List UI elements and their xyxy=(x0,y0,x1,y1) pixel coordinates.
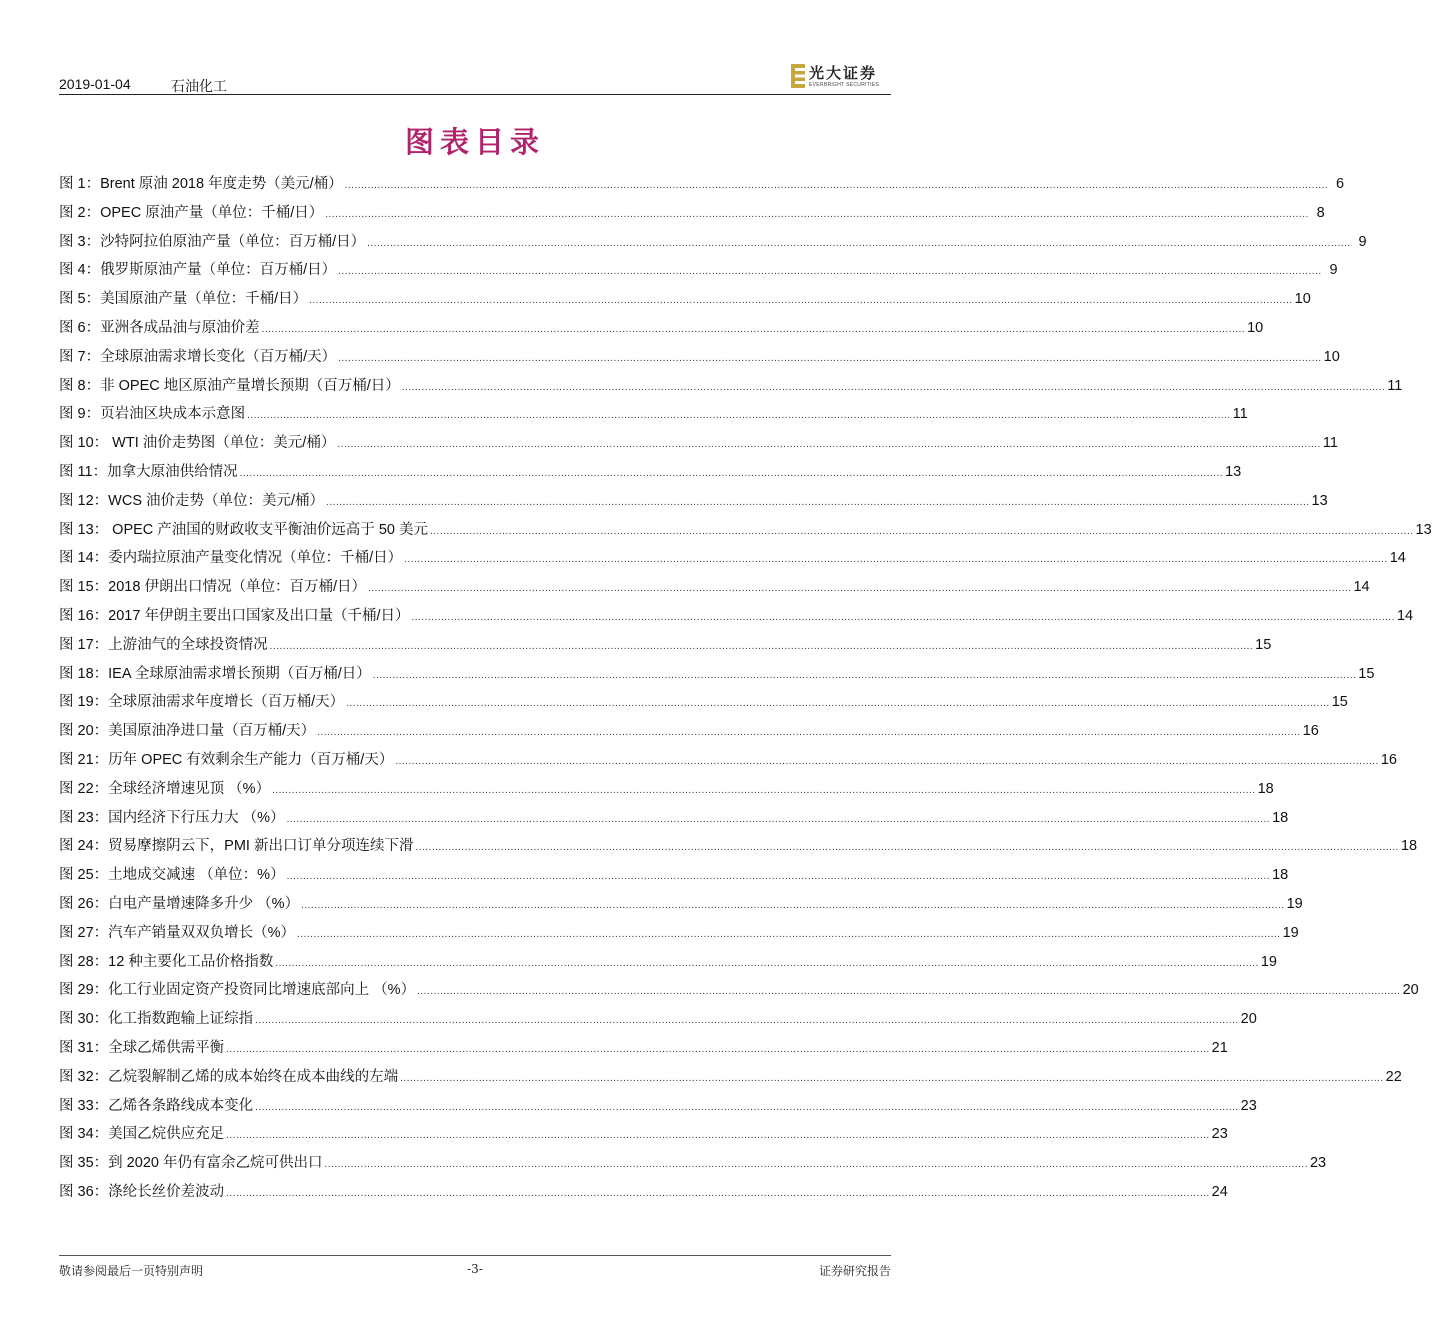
toc-entry-label: 图 36：涤纶长丝价差波动 xyxy=(59,1183,225,1200)
toc-entry-page: 10 xyxy=(1294,291,1311,308)
toc-entry-page: 13 xyxy=(1225,463,1242,480)
toc-entry[interactable] xyxy=(59,1179,1228,1208)
toc-entry-page: 9 xyxy=(1329,262,1338,279)
toc-entry[interactable] xyxy=(59,229,1367,258)
toc-entry-label: 图 13： OPEC 产油国的财政收支平衡油价远高于 50 美元 xyxy=(59,521,428,538)
toc-entry[interactable] xyxy=(59,920,1299,949)
toc-entry-label: 图 32：乙烷裂解制乙烯的成本始终在成本曲线的左端 xyxy=(59,1068,399,1085)
toc-entry-page: 14 xyxy=(1396,607,1414,624)
toc-entry-page: 20 xyxy=(1402,982,1419,999)
toc-entry-label: 图 3：沙特阿拉伯原油产量（单位：百万桶/日） xyxy=(59,233,366,250)
toc-entry-page: 13 xyxy=(1415,521,1432,538)
toc-entry-page: 18 xyxy=(1400,838,1418,855)
toc-entry-label: 图 34：美国乙烷供应充足 xyxy=(59,1126,225,1143)
toc-entry[interactable] xyxy=(59,459,1242,488)
logo-text-cn: 光大证券 xyxy=(809,64,878,82)
toc-entry-page: 15 xyxy=(1255,636,1272,653)
toc-leader-dots: ............................................................................................................................................................................................................................................................................................................ xyxy=(275,957,1259,969)
toc-entry-label: 图 18：IEA 全球原油需求增长预期（百万桶/日） xyxy=(59,665,371,682)
toc-entry[interactable] xyxy=(59,776,1274,805)
toc-entry-label: 图 16：2017 年伊朗主要出口国家及出口量（千桶/日） xyxy=(59,607,410,624)
toc-entry[interactable] xyxy=(59,517,1432,546)
toc-entry-page: 14 xyxy=(1353,579,1370,596)
toc-leader-dots: ............................................................................................................................................................................................................................................................................................................ xyxy=(286,871,1271,883)
toc-leader-dots: ............................................................................................................................................................................................................................................................................................................ xyxy=(344,180,1329,191)
toc-entry[interactable] xyxy=(59,949,1277,978)
toc-leader-dots: ............................................................................................................................................................................................................................................................................................................ xyxy=(417,986,1401,998)
toc-entry-page: 15 xyxy=(1358,665,1375,682)
toc-entry[interactable] xyxy=(59,862,1289,891)
toc-leader-dots: ............................................................................................................................................................................................................................................................................................................ xyxy=(325,208,1309,220)
toc-entry-page: 23 xyxy=(1211,1126,1228,1143)
toc-entry-label: 图 9：页岩油区块成本示意图 xyxy=(59,406,246,423)
toc-leader-dots: ............................................................................................................................................................................................................................................................................................................ xyxy=(367,237,1351,249)
toc-entry[interactable] xyxy=(59,747,1397,776)
toc-entry-label: 图 15：2018 伊朗出口情况（单位：百万桶/日） xyxy=(59,579,366,596)
toc-entry[interactable] xyxy=(59,689,1348,718)
toc-entry[interactable] xyxy=(59,805,1289,834)
toc-entry-label: 图 11：加拿大原油供给情况 xyxy=(59,463,238,480)
toc-leader-dots: ............................................................................................................................................................................................................................................................................................................ xyxy=(326,496,1310,508)
toc-entry-label: 图 27：汽车产销量双双负增长（%） xyxy=(59,924,296,941)
toc-leader-dots: ............................................................................................................................................................................................................................................................................................................ xyxy=(286,813,1271,825)
toc-entry-page: 23 xyxy=(1309,1155,1327,1172)
toc-entry[interactable] xyxy=(59,1150,1327,1179)
toc-leader-dots: ............................................................................................................................................................................................................................................................................................................ xyxy=(404,554,1388,566)
toc-entry-page: 22 xyxy=(1385,1068,1402,1085)
toc-entry-page: 10 xyxy=(1247,319,1264,336)
toc-entry-label: 图 2：OPEC 原油产量（单位：千桶/日） xyxy=(59,204,324,221)
page-number: -3- xyxy=(467,1262,483,1276)
toc-leader-dots: ............................................................................................................................................................................................................................................................................................................ xyxy=(226,1187,1210,1199)
toc-entry-page: 18 xyxy=(1272,867,1289,884)
toc-leader-dots: ............................................................................................................................................................................................................................................................................................................ xyxy=(372,669,1357,681)
toc-entry[interactable] xyxy=(59,545,1406,574)
toc-entry[interactable] xyxy=(59,373,1403,402)
toc-entry-page: 19 xyxy=(1260,953,1277,970)
toc-entry[interactable] xyxy=(59,977,1419,1006)
disclaimer-note: 敬请参阅最后一页特别声明 xyxy=(59,1264,204,1278)
toc-entry-label: 图 8：非 OPEC 地区原油产量增长预期（百万桶/日） xyxy=(59,377,400,394)
toc-entry-page: 18 xyxy=(1257,780,1274,797)
page-title: 图表目录 xyxy=(404,125,545,159)
toc-entry-page: 6 xyxy=(1336,176,1345,192)
toc-entry-page: 16 xyxy=(1380,751,1397,768)
toc-entry[interactable] xyxy=(59,257,1338,286)
toc-entry-page: 23 xyxy=(1240,1097,1257,1114)
toc-entry-label: 图 29：化工行业固定资产投资同比增速底部向上 （%） xyxy=(59,982,416,999)
toc-entry[interactable] xyxy=(59,1121,1228,1150)
toc-entry[interactable] xyxy=(59,603,1414,632)
figure-toc xyxy=(59,171,1432,1208)
toc-entry-page: 21 xyxy=(1211,1039,1228,1056)
toc-entry-page: 16 xyxy=(1302,723,1319,740)
toc-entry-page: 9 xyxy=(1358,233,1367,250)
toc-entry-label: 图 21：历年 OPEC 有效剩余生产能力（百万桶/天） xyxy=(59,751,394,768)
toc-entry[interactable] xyxy=(59,891,1303,920)
toc-entry-page: 8 xyxy=(1316,204,1325,221)
toc-entry[interactable] xyxy=(59,315,1264,344)
toc-leader-dots: ............................................................................................................................................................................................................................................................................................................ xyxy=(317,727,1301,739)
toc-entry[interactable] xyxy=(59,1064,1402,1093)
toc-entry-label: 图 35：到 2020 年仍有富余乙烷可供出口 xyxy=(59,1155,323,1172)
toc-leader-dots: ............................................................................................................................................................................................................................................................................................................ xyxy=(297,928,1281,940)
toc-entry-label: 图 12：WCS 油价走势（单位：美元/桶） xyxy=(59,492,325,509)
report-date: 2019-01-04 xyxy=(59,76,131,92)
toc-entry-page: 24 xyxy=(1211,1183,1228,1200)
toc-entry-label: 图 14：委内瑞拉原油产量变化情况（单位：千桶/日） xyxy=(59,550,403,567)
toc-leader-dots: ............................................................................................................................................................................................................................................................................................................ xyxy=(255,1015,1239,1027)
toc-leader-dots: ............................................................................................................................................................................................................................................................................................................ xyxy=(301,899,1285,911)
toc-entry[interactable] xyxy=(59,171,1345,200)
toc-entry-page: 10 xyxy=(1323,348,1340,365)
toc-leader-dots: ............................................................................................................................................................................................................................................................................................................ xyxy=(367,583,1352,595)
toc-entry-page: 13 xyxy=(1311,492,1328,509)
toc-entry-label: 图 6：亚洲各成品油与原油价差 xyxy=(59,319,260,336)
toc-entry-label: 图 5：美国原油产量（单位：千桶/日） xyxy=(59,291,308,308)
toc-entry-page: 14 xyxy=(1389,550,1406,567)
toc-leader-dots: ............................................................................................................................................................................................................................................................................................................ xyxy=(346,698,1330,710)
toc-leader-dots: ............................................................................................................................................................................................................................................................................................................ xyxy=(261,323,1246,335)
toc-entry[interactable] xyxy=(59,574,1370,603)
toc-entry-page: 19 xyxy=(1286,895,1303,912)
toc-leader-dots: ............................................................................................................................................................................................................................................................................................................ xyxy=(269,640,1254,652)
toc-entry-label: 图 26：白电产量增速降多升少 （%） xyxy=(59,895,300,912)
toc-entry[interactable] xyxy=(59,488,1328,517)
toc-leader-dots: ............................................................................................................................................................................................................................................................................................................ xyxy=(415,842,1399,854)
toc-entry-page: 18 xyxy=(1272,809,1289,826)
footer-divider xyxy=(59,1255,891,1256)
logo-text-en: EVERBRIGHT SECURITIES xyxy=(809,82,880,88)
toc-entry[interactable] xyxy=(59,718,1319,747)
toc-leader-dots: ............................................................................................................................................................................................................................................................................................................ xyxy=(226,1043,1210,1055)
toc-entry[interactable] xyxy=(59,401,1248,430)
toc-entry[interactable] xyxy=(59,200,1325,229)
toc-entry[interactable] xyxy=(59,833,1418,862)
toc-entry-label: 图 31：全球乙烯供需平衡 xyxy=(59,1039,225,1056)
toc-leader-dots: ............................................................................................................................................................................................................................................................................................................ xyxy=(324,1159,1308,1171)
toc-entry-label: 图 22：全球经济增速见顶 （%） xyxy=(59,780,271,797)
toc-leader-dots: ............................................................................................................................................................................................................................................................................................................ xyxy=(401,381,1386,393)
toc-leader-dots: ............................................................................................................................................................................................................................................................................................................ xyxy=(400,1072,1384,1084)
toc-leader-dots: ............................................................................................................................................................................................................................................................................................................ xyxy=(309,295,1293,307)
toc-leader-dots: ............................................................................................................................................................................................................................................................................................................ xyxy=(338,352,1322,364)
page-footer xyxy=(59,1262,891,1280)
toc-leader-dots: ............................................................................................................................................................................................................................................................................................................ xyxy=(247,410,1231,422)
toc-entry[interactable] xyxy=(59,344,1340,373)
toc-entry-page: 11 xyxy=(1322,435,1338,452)
logo-mark-icon xyxy=(791,64,805,88)
toc-leader-dots: ............................................................................................................................................................................................................................................................................................................ xyxy=(226,1130,1210,1142)
toc-entry[interactable] xyxy=(59,1093,1257,1122)
toc-entry[interactable] xyxy=(59,286,1311,315)
page-header xyxy=(59,64,891,94)
toc-entry-label: 图 4：俄罗斯原油产量（单位：百万桶/日） xyxy=(59,262,337,279)
toc-entry-label: 图 24：贸易摩擦阴云下，PMI 新出口订单分项连续下滑 xyxy=(59,838,414,855)
toc-entry[interactable] xyxy=(59,661,1375,690)
toc-entry-label: 图 19：全球原油需求年度增长（百万桶/天） xyxy=(59,694,345,711)
toc-entry-page: 20 xyxy=(1240,1011,1257,1028)
report-type: 证券研究报告 xyxy=(818,1264,891,1278)
toc-leader-dots: ............................................................................................................................................................................................................................................................................................................ xyxy=(430,525,1414,537)
toc-entry-label: 图 20：美国原油净进口量（百万桶/天） xyxy=(59,723,316,740)
toc-entry-page: 11 xyxy=(1232,406,1248,423)
toc-leader-dots: ............................................................................................................................................................................................................................................................................................................ xyxy=(411,611,1395,623)
toc-entry-page: 19 xyxy=(1282,924,1299,941)
toc-entry-page: 11 xyxy=(1387,377,1403,394)
toc-entry-label: 图 23：国内经济下行压力大 （%） xyxy=(59,809,285,826)
toc-entry-label: 图 17：上游油气的全球投资情况 xyxy=(59,636,268,653)
header-divider xyxy=(59,94,891,95)
toc-leader-dots: ............................................................................................................................................................................................................................................................................................................ xyxy=(338,266,1322,278)
toc-entry-label: 图 30：化工指数跑输上证综指 xyxy=(59,1011,254,1028)
toc-leader-dots: ............................................................................................................................................................................................................................................................................................................ xyxy=(395,755,1379,767)
toc-entry-page: 15 xyxy=(1331,694,1348,711)
toc-leader-dots: ............................................................................................................................................................................................................................................................................................................ xyxy=(255,1101,1239,1113)
toc-entry-label: 图 1：Brent 原油 2018 年度走势（美元/桶） xyxy=(59,176,343,192)
toc-leader-dots: ............................................................................................................................................................................................................................................................................................................ xyxy=(272,784,1256,796)
toc-entry-label: 图 28：12 种主要化工品价格指数 xyxy=(59,953,274,970)
company-logo xyxy=(791,62,891,92)
toc-entry-label: 图 25：土地成交减速 （单位：%） xyxy=(59,867,285,884)
industry-label: 石油化工 xyxy=(171,78,227,94)
toc-leader-dots: ............................................................................................................................................................................................................................................................................................................ xyxy=(337,439,1321,451)
toc-entry-label: 图 33：乙烯各条路线成本变化 xyxy=(59,1097,254,1114)
toc-entry-label: 图 10： WTI 油价走势图（单位：美元/桶） xyxy=(59,435,336,452)
toc-leader-dots: ............................................................................................................................................................................................................................................................................................................ xyxy=(239,467,1224,479)
toc-entry[interactable] xyxy=(59,1035,1228,1064)
toc-entry[interactable] xyxy=(59,632,1272,661)
toc-entry-label: 图 7：全球原油需求增长变化（百万桶/天） xyxy=(59,348,337,365)
toc-entry[interactable] xyxy=(59,430,1338,459)
toc-entry[interactable] xyxy=(59,1006,1257,1035)
